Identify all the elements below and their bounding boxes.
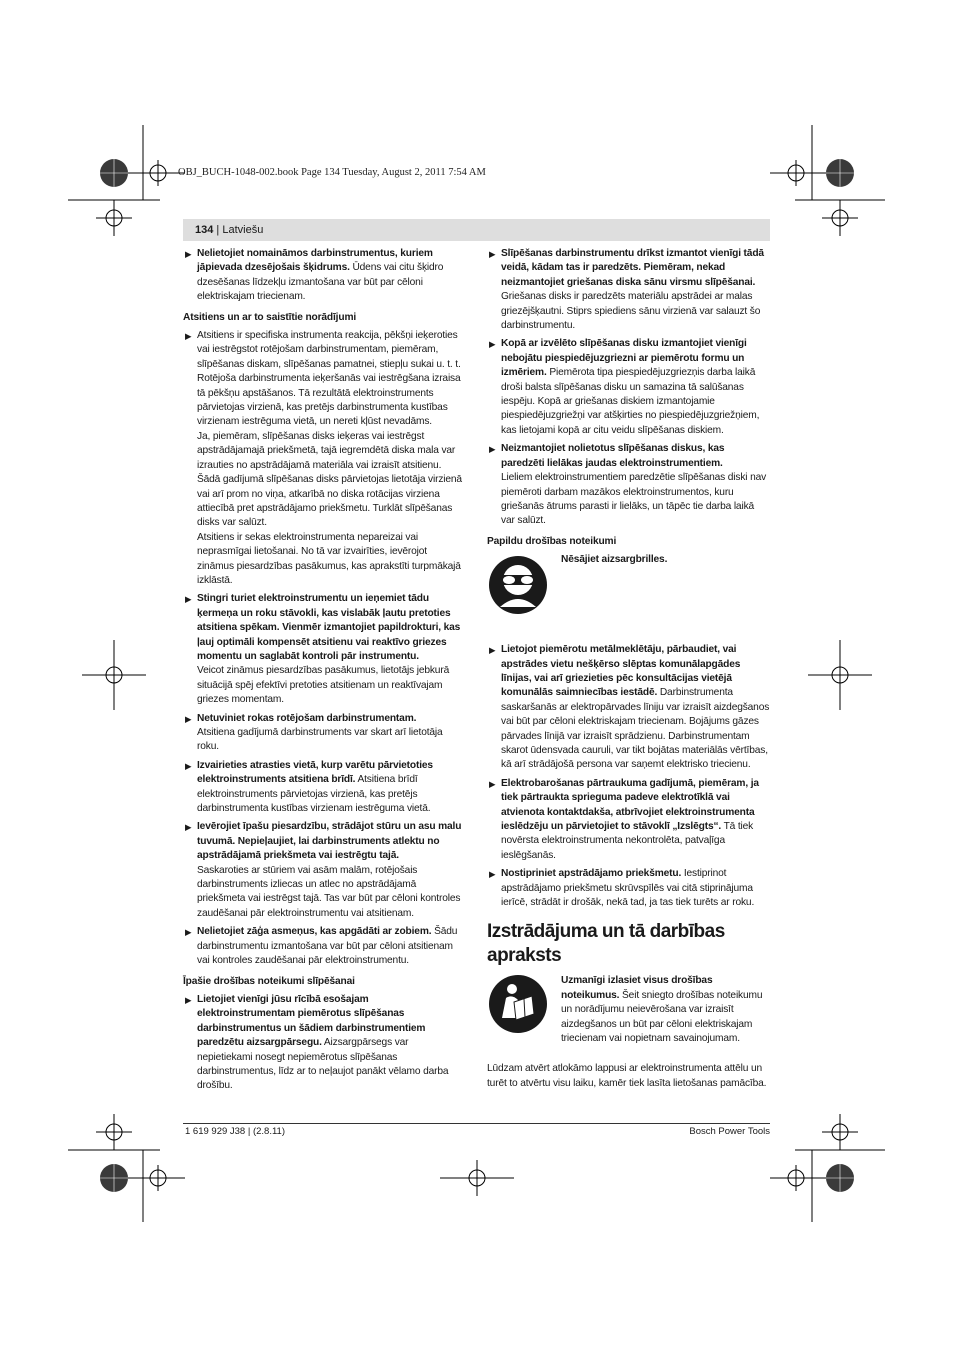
footer-divider — [183, 1123, 770, 1124]
bullet-icon: ▶ — [185, 994, 192, 1005]
section-heading-kickback: Atsitiens un ar to saistītie norādījumi — [183, 311, 357, 323]
read-instructions-text: Uzmanīgi izlasiet visus drošības noteikumus. Šeit sniegto drošības noteikumu un norādījumu neievērošana var izraisīt aizdegšanos un būt par cēloni elektriskajam triecienam vai nopietnam savainojumam. — [561, 975, 763, 1045]
list-item: ▶ Izvairieties atrasties vietā, kurp varētu pārvietoties elektroinstruments atsitiena brīdī. Atsitiena brīdī elektroinstruments pārvietojas virzienā, kas pretējs darbinstrumenta kustības virzienam iestrēguma vietā. — [185, 759, 433, 815]
foldout-note: Lūdzam atvērt atlokāmo lappusi ar elektroinstrumenta attēlu un turēt to atvērtu visu laiku, kamēr tiek lasīta lietošanas pamācība. — [487, 1063, 767, 1089]
bullet-icon: ▶ — [489, 339, 496, 350]
list-item: ▶ Atsitiens ir specifiska instrumenta reakcija, pēkšņi ieķeroties vai iestrēgstot rotējošam darbinstrumentam, piemēram, slīpēšanas diskam, slīpēšanas pamatnei, stiepļu sukai u. t. t. Rotējoša darbinstrumenta ieķeršanās vai iestrēgšana izraisa tā pēkšņu apstāšanos. Tā rezultātā elektroinstruments pārvietojas virzienā, kas pretējs darbinstrumenta kustības virzienam iestrēguma vietā, un nereti kļūst nevadāms. Ja, piemēram, slīpēšanas disks ieķeras vai iestrēgst apstrādājamajā priekšmetā, tajā iegremdētā diska mala var izrauties no apstrādājamā materiāla vai izraisīt atsitienu. Šādā gadījumā slīpēšanas disks pārvietojas lietotāja virzienā vai arī prom no viņa, atkarībā no diska rotācijas virziena attiecībā pret apstrādājamo priekšmetu. Turklāt slīpēšanas disks var salūzt. Atsitiens ir sekas elektroinstrumenta nepareizai vai neprasmīgai lietošanai. No tā var izvairīties, ievērojot zināmus piesardzības pasākumus, kas aprakstīti turpmākajā izklāstā. — [185, 330, 462, 586]
read-manual-icon — [488, 974, 548, 1034]
bullet-icon: ▶ — [185, 249, 192, 259]
bullet-icon: ▶ — [185, 822, 192, 833]
goggles-notice — [487, 553, 770, 643]
page-header: 134 | Latviešu — [183, 219, 770, 241]
header-language: Latviešu — [222, 224, 264, 236]
list-item: ▶ Nelietojiet zāģa asmeņus, kas apgādāti ar zobiem. Šādu darbinstrumentu izmantošana var būt par cēloni atsitienam vai kontroles zaudēšanai pār elektroinstrumentu. — [185, 926, 458, 967]
bullet-icon: ▶ — [185, 927, 192, 938]
footer-brand: Bosch Power Tools — [689, 1126, 770, 1137]
list-item: ▶ Lietojot piemērotu metālmeklētāju, pārbaudiet, vai apstrādes vietu nešķērso slēptas komunālapgādes līnijas, vai arī griezieties pēc konsultācijas vietējā komunālās saimniecības iestādē. Darbinstrumenta saskaršanās ar elektropārvades līniju var izraisīt aizdegšanos vai būt par cēloni elektriskajam triecienam. Bojājums gāzes pārvades līnijā var izraisīt sprādzienu. Darbinstrumentam skarot ūdensvada cauruli, var tikt bojātas materiālās vērtības, kā arī strādājošā persona var saņemt elektrisko triecienu. — [489, 644, 770, 771]
list-item: ▶ Elektrobarošanas pārtraukuma gadījumā, piemēram, ja tiek pārtraukta sprieguma padeve elektrotīklā vai atvienota kontaktdakša, atbrīvojiet elektroinstrumenta ieslēdzēju un pārvietojiet to stāvoklī „Izslēgts“. Tā tiek novērsta elektroinstrumenta nekontrolēta, patvaļīga ieslēgšanās. — [489, 777, 759, 861]
bullet-icon: ▶ — [489, 778, 496, 789]
list-item: ▶ Lietojiet vienīgi jūsu rīcībā esošajam elektroinstrumentam piemērotus slīpēšanas darbinstrumentus un šādiem darbinstrumentiem paredzētu aizsargpārsegu. Aizsargpārsegs var nepietiekami nosegt nepiemērotus slīpēšanas darbinstrumentus, līdz ar to neļaujot panākt vēlamo darba drošību. — [185, 993, 449, 1092]
footer-doc-number: 1 619 929 J38 | (2.8.11) — [185, 1126, 286, 1137]
list-item: ▶ Nelietojiet nomaināmos darbinstrumentus, kuriem jāpievada dzesējošais šķidrums. Ūdens vai citu šķidro dzesēšanas līdzekļu izmantošana var būt par cēloni elektriskajam triecienam. — [185, 248, 444, 303]
section-heading-additional: Papildu drošības noteikumi — [487, 535, 617, 547]
bullet-icon: ▶ — [489, 444, 496, 455]
list-item: ▶ Neizmantojiet nolietotus slīpēšanas diskus, kas paredzēti lielākas jaudas elektroinstrumentiem. Lieliem elektroinstrumentiem paredzētie slīpēšanas diski nav piemēroti darbam mazākos elektroinstrumentos, kuru griešanās ātrums parasti ir lielāks, un tāpēc tie darba laikā var salūzt. — [489, 443, 767, 527]
list-item: ▶ Slīpēšanas darbinstrumentu drīkst izmantot vienīgi tādā veidā, kādam tas ir paredzēts. Piemēram, nekad neizmantojiet griešanas diska sānu virsmu slīpēšanai. Griešanas disks ir paredzēts materiālu apstrādei ar malas griezējšķautni. Stiprs spiediens sānu virzienā var salauzt šo darbinstrumentu. — [489, 248, 764, 332]
print-line: OBJ_BUCH-1048-002.book Page 134 Tuesday, August 2, 2011 7:54 AM — [178, 167, 486, 178]
list-item: ▶ Kopā ar izvēlēto slīpēšanas disku izmantojiet vienīgi nebojātu piespiedējuzgriezni ar piemērotu formu un izmēriem. Piemērota tipa piespiedējuzgriezņis darba laikā droši balsta slīpēšanas disku un samazina tā salūšanas iespēju. Kopā ar griešanas diskiem izmantojamie piespiedējuzgriežņi var atšķirties no piespiedējuzgriežņiem, kas lietojami kopā ar citu veidu slīpēšanas diskiem. — [489, 338, 760, 436]
bullet-icon: ▶ — [489, 645, 496, 656]
list-item: ▶ Stingri turiet elektroinstrumentu un ieņemiet tādu ķermeņa un roku stāvokli, kas vislabāk ļautu pretoties atsitiena spēkam. Vienmēr izmantojiet papildrokturi, kas ļauj optimāli kompensēt atsitienu vai reaktīvo griezes momentu un saglabāt kontroli pār instrumentu. Veicot zināmus piesardzības pasākumus, lietotājs jebkurā situācijā spēj efektīvi pretoties atsitienam un reaktīvajam griezes momentam. — [185, 593, 461, 706]
goggles-label: Nēsājiet aizsargbrilles. — [561, 554, 668, 566]
bullet-icon: ▶ — [489, 249, 496, 259]
bullet-icon: ▶ — [489, 869, 496, 880]
bullet-icon: ▶ — [185, 713, 192, 724]
section-heading-special: Īpašie drošības noteikumi slīpēšanai — [183, 975, 355, 987]
list-item: ▶ Netuviniet rokas rotējošam darbinstrumentam. Atsitiena gadījumā darbinstruments var skart arī lietotāja roku. — [185, 712, 443, 753]
list-item: ▶ Nostipriniet apstrādājamo priekšmetu. Iestiprinot apstrādājamo priekšmetu skrūvspīlēs vai citā stiprinājuma ierīcē, strādāt ir drošāk, nekā tad, ja tas tiek turēts ar roku. — [489, 868, 755, 909]
bullet-icon: ▶ — [185, 594, 192, 605]
bullet-icon: ▶ — [185, 760, 192, 771]
page-number: 134 — [195, 224, 214, 236]
safety-goggles-icon — [488, 555, 548, 615]
right-column — [487, 247, 770, 1091]
list-item: ▶ Ievērojiet īpašu piesardzību, strādājot stūru un asu malu tuvumā. Nepieļaujiet, lai darbinstruments atlektu no apstrādājamā priekšmeta vai iestrēgtu tajā. Saskaroties ar stūriem vai asām malām, rotējošais darbinstruments izliecas un atlec no apstrādājamā priekšmeta vai iestrēgst tajā. Tas var būt par cēloni kontroles zaudēšanai pār elektroinstrumentu vai atsitienam. — [185, 821, 462, 919]
section-title: Izstrādājuma un tā darbības apraksts — [487, 921, 725, 967]
read-instructions-notice — [487, 974, 770, 1062]
left-column — [183, 247, 465, 1098]
bullet-icon: ▶ — [185, 331, 192, 342]
